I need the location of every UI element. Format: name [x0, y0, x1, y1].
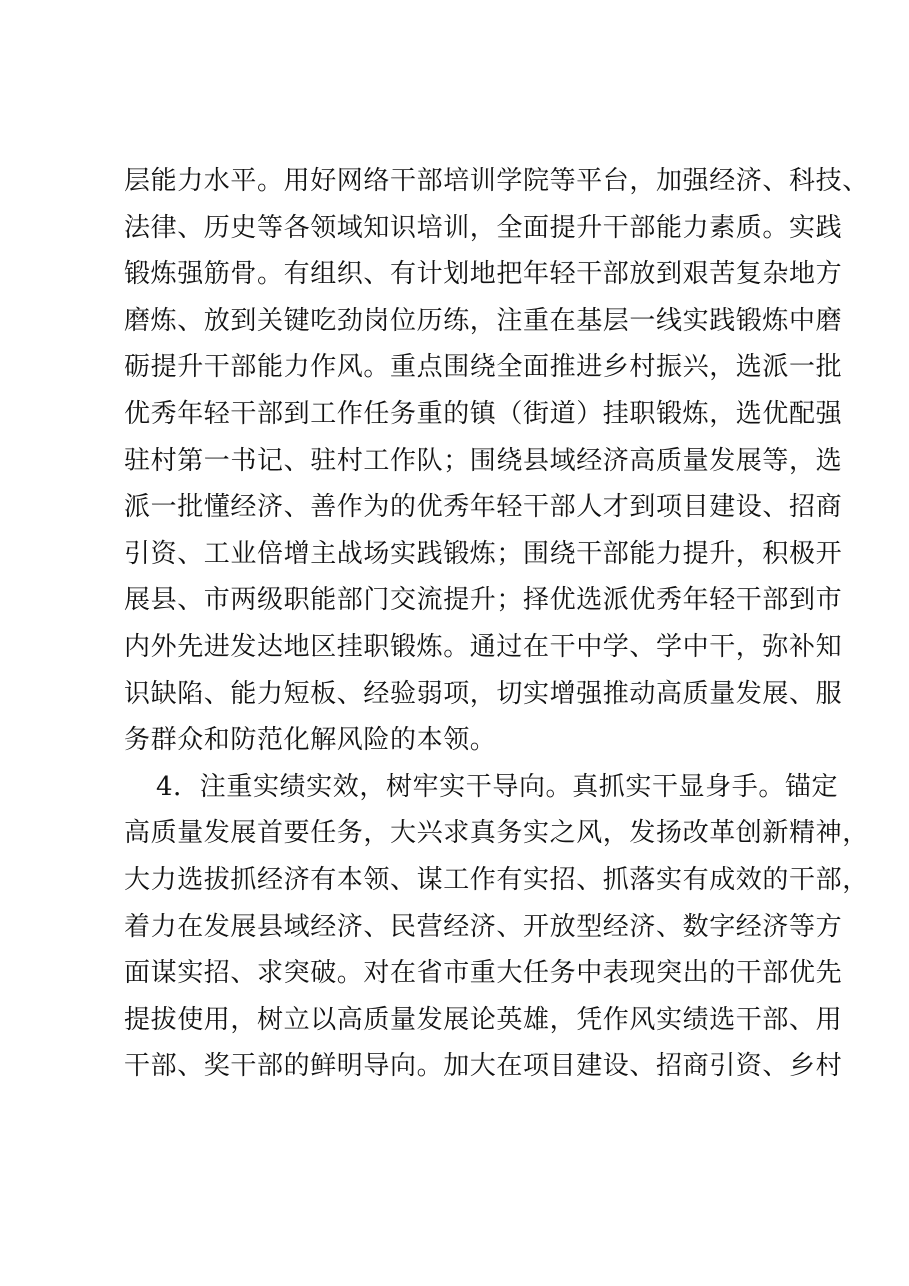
text-line: 干部、奖干部的鲜明导向。加大在项目建设、招商引资、乡村	[124, 1051, 843, 1082]
text-line: 内外先进发达地区挂职锻炼。通过在干中学、学中干，弥补知	[124, 631, 843, 662]
text-line: 法律、历史等各领域知识培训，全面提升干部能力素质。实践	[124, 212, 843, 243]
text-line: 面谋实招、求突破。对在省市重大任务中表现突出的干部优先	[124, 958, 843, 989]
paragraph-first-line: 4．注重实绩实效，树牢实干导向。真抓实干显身手。锚定	[156, 771, 839, 802]
text-line: 大力选拔抓经济有本领、谋工作有实招、抓落实有成效的干部，	[124, 864, 869, 895]
text-line: 层能力水平。用好网络干部培训学院等平台，加强经济、科技、	[124, 166, 869, 196]
paragraph-last-line: 务群众和防范化解风险的本领。	[124, 725, 497, 756]
text-line: 驻村第一书记、驻村工作队；围绕县域经济高质量发展等，选	[124, 445, 843, 476]
text-line: 高质量发展首要任务，大兴求真务实之风，发扬改革创新精神，	[124, 818, 869, 849]
text-line: 磨炼、放到关键吃劲岗位历练，注重在基层一线实践锻炼中磨	[124, 305, 843, 336]
text-line: 砺提升干部能力作风。重点围绕全面推进乡村振兴，选派一批	[124, 352, 843, 383]
text-line: 优秀年轻干部到工作任务重的镇（街道）挂职锻炼，选优配强	[124, 398, 843, 429]
text-line: 引资、工业倍增主战场实践锻炼；围绕干部能力提升，积极开	[124, 538, 843, 569]
text-line: 着力在发展县域经济、民营经济、开放型经济、数字经济等方	[124, 911, 843, 942]
text-line: 派一批懂经济、善作为的优秀年轻干部人才到项目建设、招商	[124, 492, 843, 523]
text-line: 提拔使用，树立以高质量发展论英雄，凭作风实绩选干部、用	[124, 1004, 843, 1035]
body-text	[124, 158, 869, 1090]
text-line: 锻炼强筋骨。有组织、有计划地把年轻干部放到艰苦复杂地方	[124, 259, 843, 290]
text-line: 识缺陷、能力短板、经验弱项，切实增强推动高质量发展、服	[124, 678, 843, 709]
text-line: 展县、市两级职能部门交流提升；择优选派优秀年轻干部到市	[124, 585, 843, 616]
